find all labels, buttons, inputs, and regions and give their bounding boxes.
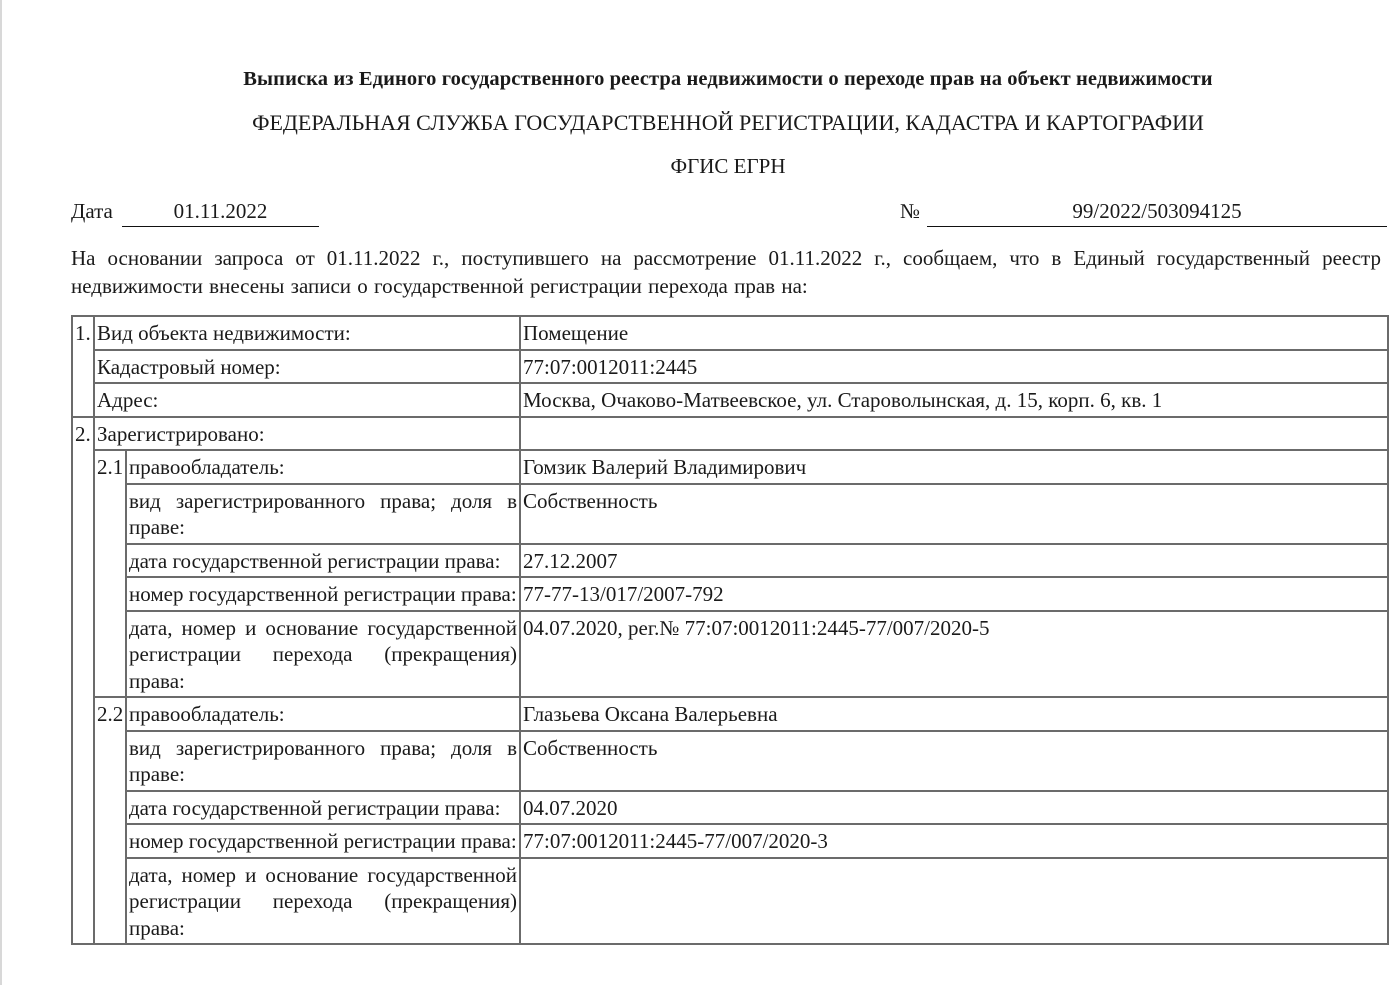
row-label: Кадастровый номер: xyxy=(94,350,520,384)
row-value: Гомзик Валерий Владимирович xyxy=(520,450,1388,484)
row-label: дата государственной регистрации права: xyxy=(126,791,520,825)
register-table xyxy=(71,315,1389,945)
table-row xyxy=(72,316,1388,350)
row-label: дата, номер и основание государственной регистрации перехода (прекращения) права: xyxy=(126,611,520,698)
table-row xyxy=(72,577,1388,611)
table-row xyxy=(72,824,1388,858)
table-row xyxy=(72,731,1388,791)
table-row xyxy=(72,858,1388,945)
date-label: Дата xyxy=(71,199,113,223)
table-row xyxy=(72,417,1388,451)
table-row xyxy=(72,484,1388,544)
row-label: дата, номер и основание государственной регистрации перехода (прекращения) права: xyxy=(126,858,520,945)
number-value: 99/2022/503094125 xyxy=(927,199,1387,227)
row-value xyxy=(520,858,1388,945)
document-title: Выписка из Единого государственного реестра недвижимости о переходе прав на объект недвижимости xyxy=(243,68,1213,90)
row-value: 04.07.2020 xyxy=(520,791,1388,825)
row-label: номер государственной регистрации права: xyxy=(126,577,520,611)
row-label: Адрес: xyxy=(94,383,520,417)
subsection-number: 2.2 xyxy=(94,697,126,944)
page-edge xyxy=(0,0,2,985)
system-name: ФГИС ЕГРН xyxy=(670,154,786,178)
row-value: Глазьева Оксана Валерьевна xyxy=(520,697,1388,731)
row-label: правообладатель: xyxy=(126,697,520,731)
subsection-number: 2.1 xyxy=(94,450,126,697)
table-row xyxy=(72,544,1388,578)
row-value: Собственность xyxy=(520,731,1388,791)
number-label: № xyxy=(900,199,921,223)
row-value: Собственность xyxy=(520,484,1388,544)
row-label: номер государственной регистрации права: xyxy=(126,824,520,858)
row-value xyxy=(520,417,1388,451)
row-value: 04.07.2020, рег.№ 77:07:0012011:2445-77/007/2020-5 xyxy=(520,611,1388,698)
row-label: вид зарегистрированного права; доля в праве: xyxy=(126,484,520,544)
table-row xyxy=(72,350,1388,384)
table-row xyxy=(72,611,1388,698)
row-label: Вид объекта недвижимости: xyxy=(94,316,520,350)
table-row xyxy=(72,383,1388,417)
row-label: вид зарегистрированного права; доля в праве: xyxy=(126,731,520,791)
section-number: 1. xyxy=(72,316,94,417)
table-row xyxy=(72,697,1388,731)
row-label: правообладатель: xyxy=(126,450,520,484)
intro-paragraph: На основании запроса от 01.11.2022 г., поступившего на рассмотрение 01.11.2022 г., сообщаем, что в Единый государственный реестр недвижимости внесены записи о государственной регистрации перехода прав на: xyxy=(71,246,1381,298)
table-row xyxy=(72,450,1388,484)
row-value: Помещение xyxy=(520,316,1388,350)
row-value: Москва, Очаково-Матвеевское, ул. Староволынская, д. 15, корп. 6, кв. 1 xyxy=(520,383,1388,417)
row-value: 77:07:0012011:2445 xyxy=(520,350,1388,384)
agency-name: ФЕДЕРАЛЬНАЯ СЛУЖБА ГОСУДАРСТВЕННОЙ РЕГИСТРАЦИИ, КАДАСТРА И КАРТОГРАФИИ xyxy=(252,110,1204,135)
date-value: 01.11.2022 xyxy=(122,199,319,227)
row-value: 77:07:0012011:2445-77/007/2020-3 xyxy=(520,824,1388,858)
row-value: 77-77-13/017/2007-792 xyxy=(520,577,1388,611)
section-number: 2. xyxy=(72,417,94,945)
row-label: дата государственной регистрации права: xyxy=(126,544,520,578)
row-value: 27.12.2007 xyxy=(520,544,1388,578)
row-label: Зарегистрировано: xyxy=(94,417,520,451)
table-row xyxy=(72,791,1388,825)
